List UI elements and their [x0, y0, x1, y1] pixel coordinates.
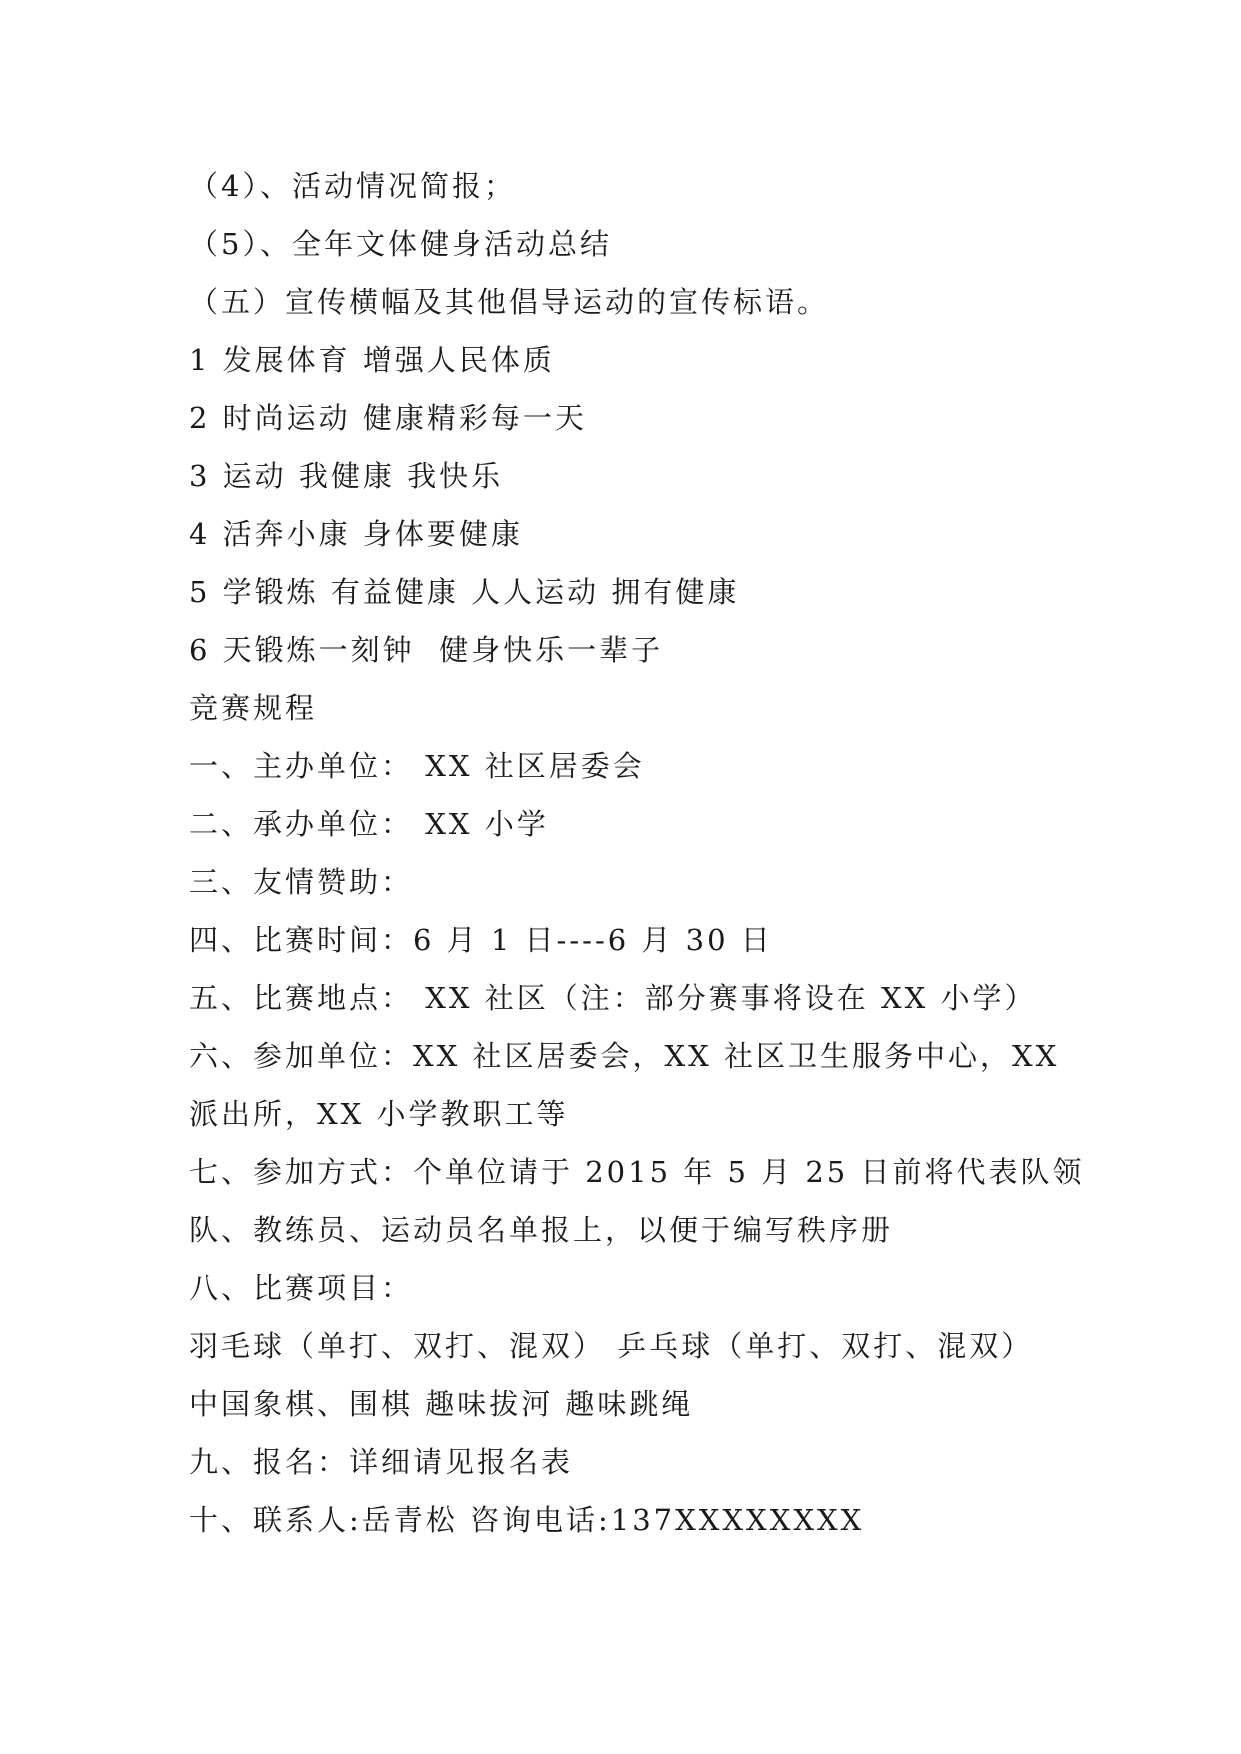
slogan-1: 1 发展体育 增强人民体质 — [189, 343, 555, 377]
rule-registration: 九、报名：详细请见报名表 — [189, 1445, 574, 1479]
rule-contact: 十、联系人:岳青松 咨询电话:137XXXXXXXX — [189, 1503, 865, 1537]
rule-organizer: 一、主办单位： XX 社区居委会 — [189, 749, 645, 783]
rule-method-line-2: 队、教练员、运动员名单报上，以便于编写秩序册 — [189, 1213, 894, 1247]
slogan-6: 6 天锻炼一刻钟 健身快乐一辈子 — [189, 633, 664, 667]
slogan-3: 3 运动 我健康 我快乐 — [189, 459, 504, 493]
rule-time: 四、比赛时间：6 月 1 日----6 月 30 日 — [189, 923, 773, 957]
section-heading-rules: 竞赛规程 — [189, 691, 318, 725]
list-item-summary: （5）、全年文体健身活动总结 — [189, 227, 612, 261]
rule-participants-line-1: 六、参加单位：XX 社区居委会，XX 社区卫生服务中心，XX — [189, 1039, 1060, 1073]
slogan-4: 4 活奔小康 身体要健康 — [189, 517, 523, 551]
document-body — [189, 157, 1089, 1549]
rule-location: 五、比赛地点： XX 社区（注：部分赛事将设在 XX 小学） — [189, 981, 1037, 1015]
rule-host: 二、承办单位： XX 小学 — [189, 807, 549, 841]
rule-method-line-1: 七、参加方式：个单位请于 2015 年 5 月 25 日前将代表队领 — [189, 1155, 1085, 1189]
slogan-2: 2 时尚运动 健康精彩每一天 — [189, 401, 587, 435]
rule-sponsor: 三、友情赞助： — [189, 865, 414, 899]
slogan-5: 5 学锻炼 有益健康 人人运动 拥有健康 — [189, 575, 740, 609]
rule-events-line-2: 中国象棋、围棋 趣味拔河 趣味跳绳 — [189, 1387, 694, 1421]
rule-events-heading: 八、比赛项目： — [189, 1271, 414, 1305]
list-item-report: （4）、活动情况简报； — [189, 169, 516, 203]
rule-participants-line-2: 派出所，XX 小学教职工等 — [189, 1097, 569, 1131]
rule-events-line-1: 羽毛球（单打、双打、混双） 乒乓球（单打、双打、混双） — [189, 1329, 1034, 1363]
section-heading-slogans: （五）宣传横幅及其他倡导运动的宣传标语。 — [189, 285, 830, 319]
